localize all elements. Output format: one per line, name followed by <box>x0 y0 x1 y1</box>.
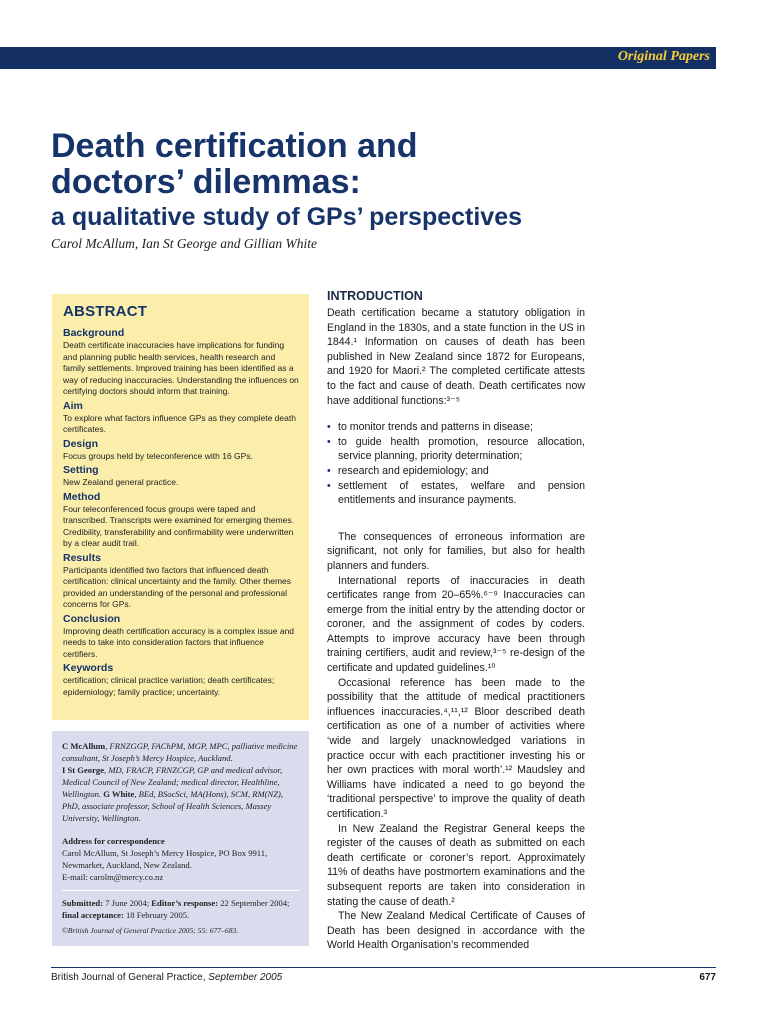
footer-date: September 2005 <box>205 972 283 983</box>
author-3-detail: , BEd, BSocSci, MA(Hons), SCM, RM(NZ), PhD, associate professor, School of Health Sciences, Massey University, Wellington. <box>62 789 284 823</box>
submission-dates: Submitted: 7 June 2004; Editor’s response: 22 September 2004; final acceptance: 18 February 2005. <box>62 898 290 920</box>
intro-paragraph-2: The consequences of erroneous information are significant, not only for families, but also for health planners and funders. <box>327 530 585 572</box>
intro-paragraph-4: Occasional reference has been made to the possibility that the attitude of medical practitioners influences inaccuracies.⁴,¹¹,¹² Bloor described death certification as one of a number of activities where ‘wide and largely unacknowledged variations in practice occur with each practitioner investing his or her own practices with moral worth’.¹² Maudsley and Williams have indicated a need to go beyond the ‘traditional perspective’ to improve the quality of death certification.³ <box>327 676 585 820</box>
abstract-section-heading: Background <box>63 327 125 339</box>
article-title: Death certification and doctors’ dilemmas: <box>51 127 418 201</box>
abstract-section-heading: Aim <box>63 399 83 412</box>
abstract-section-heading: Design <box>63 437 99 450</box>
abstract-section-text: Focus groups held by teleconference with 16 GPs. <box>63 450 253 461</box>
correspondence-heading: Address for correspondence <box>62 836 165 846</box>
functions-list-item: • to guide health promotion, resource allocation, service planning, priority determination; <box>327 435 585 464</box>
intro-paragraph-3: International reports of inaccuracies in death certificates range from 20–65%.⁶⁻⁹ Inaccuracies can emerge from the initial entry by the attending doctor or coroner, and the assignment of codes by coders. Attempts to improve accuracy have been through training certifiers, audit and review,³⁻⁵ re-design of the certificate and updated guidelines.¹⁰ <box>327 574 585 675</box>
introduction-body <box>327 306 585 953</box>
abstract-section-heading: Keywords <box>63 662 114 674</box>
abstract-section-text: Participants identified two factors that influenced death certification: clinical uncertainty and the family. Other themes provided an understanding of the personal and professional concerns for GPs. <box>63 564 292 609</box>
footer-rule <box>51 967 716 968</box>
section-banner <box>0 47 716 69</box>
abstract-section-heading: Method <box>63 490 101 503</box>
abstract-section-text: New Zealand general practice. <box>63 477 179 487</box>
abstract-section-heading: Setting <box>63 464 99 476</box>
abstract-section-heading: Results <box>63 551 101 564</box>
introduction-heading: INTRODUCTION <box>327 289 423 303</box>
intro-paragraph-6: The New Zealand Medical Certificate of Causes of Death has been designed in accordance with the World Health Organisation’s recommended <box>327 910 585 952</box>
functions-list-item: • research and epidemiology; and <box>327 464 585 479</box>
abstract-section-heading: Conclusion <box>63 612 121 625</box>
functions-list-item: • settlement of estates, welfare and pension entitlements and insurance payments. <box>327 479 585 508</box>
intro-paragraph-5: In New Zealand the Registrar General keeps the register of the causes of death as submitted on each death certificate or coroner’s report. Approximately 11% of deaths have postmortem examinations and the subsequent reports are taken into consideration in stating the cause of death.² <box>327 822 585 908</box>
author-1-name: C McAllum <box>62 741 106 751</box>
abstract-section-text: certification; clinical practice variation; death certificates; epidemiology; family practice; uncertainty. <box>63 675 275 697</box>
abstract-section-text: To explore what factors influence GPs as they complete death certificates. <box>63 412 296 434</box>
author-affiliations <box>62 740 299 824</box>
abstract-box <box>52 294 309 720</box>
abstract-section-text: Death certificate inaccuracies have implications for funding and planning public health services, health research and family settlements. Improved training has been identified as a way of reducing inaccuracies. Understanding the influences on certifying doctors should inform that training. <box>63 340 299 396</box>
author-list: Carol McAllum, Ian St George and Gillian White <box>51 236 317 251</box>
functions-list <box>327 420 585 508</box>
page-number: 677 <box>699 972 716 983</box>
author-2-name: I St George <box>62 765 105 775</box>
author-1-detail: , FRNZGGP, FAChPM, MGP, MPC, palliative medicine consultant, St Joseph’s Mercy Hospice, Auckland. <box>62 741 298 763</box>
correspondence-address-2: Newmarket, Auckland, New Zealand. <box>62 860 192 870</box>
author-3-name: G White <box>103 789 135 799</box>
correspondence-email: E-mail: carolm@mercy.co.nz <box>62 872 164 882</box>
section-label: Original Papers <box>617 49 710 64</box>
author-info-box <box>52 731 309 946</box>
intro-paragraph-1: Death certification became a statutory obligation in England in the 1830s, and a state function in the US in 1844.¹ Information on causes of death has been published in New Zealand since 1872 for Europeans, and 1920 for Maori.² The completed certificate attests to the fact and cause of death. Death certificates now have additional functions:³⁻⁵ <box>327 307 585 407</box>
abstract-heading: ABSTRACT <box>63 303 148 320</box>
journal-citation: ©British Journal of General Practice 2005; 55: 677–683. <box>62 926 239 935</box>
footer-journal-name: British Journal of General Practice, <box>51 972 206 983</box>
footer-journal <box>51 972 282 983</box>
abstract-sections <box>63 327 299 698</box>
abstract-section-text: Four teleconferenced focus groups were taped and transcribed. Transcripts were examined for emerging themes. Credibility, transferability and confirmability were underwritten by a clear audit trail. <box>63 503 295 548</box>
author-2-detail: , MD, FRACP, FRNZCGP, GP and medical advisor, Medical Council of New Zealand; medical director, Healthline, Wellington. <box>62 765 283 799</box>
functions-list-item: • to monitor trends and patterns in disease; <box>327 420 585 435</box>
abstract-section-text: Improving death certification accuracy is a complex issue and needs to take into consideration factors that influence certifiers. <box>63 625 295 659</box>
author-box-divider <box>62 890 299 891</box>
correspondence-address-1: Carol McAllum, St Joseph’s Mercy Hospice, PO Box 9911, <box>62 848 268 858</box>
article-subtitle: a qualitative study of GPs’ perspectives <box>51 203 523 231</box>
